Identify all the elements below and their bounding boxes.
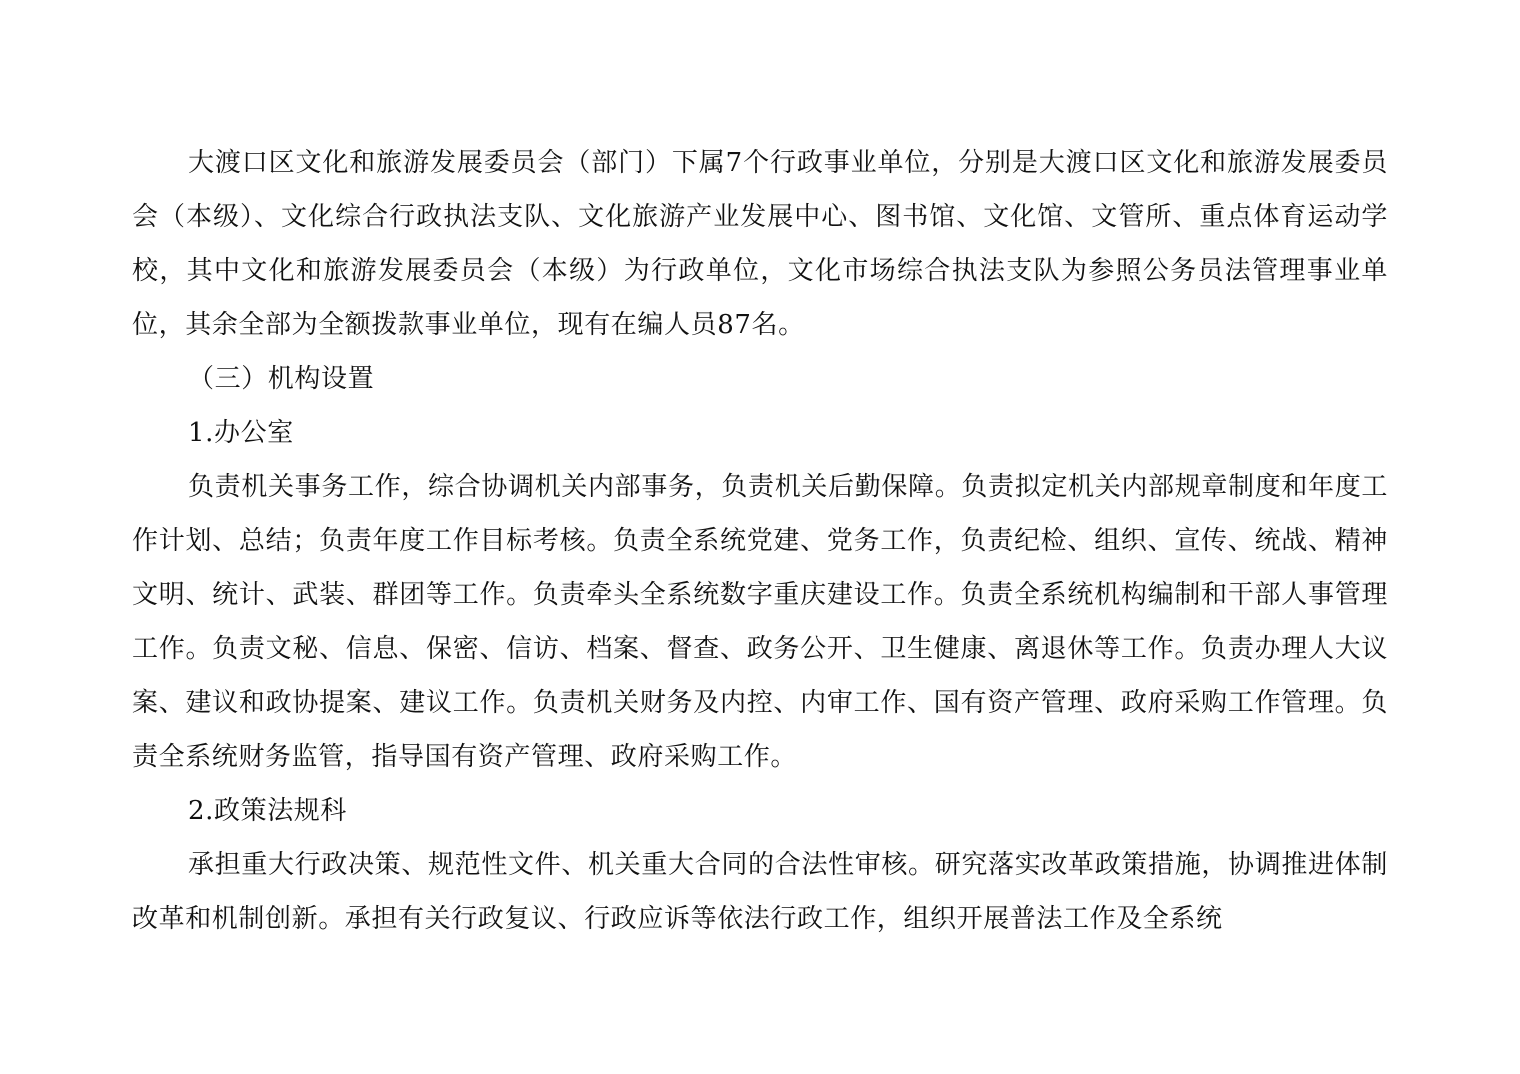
policy-duties-paragraph: 承担重大行政决策、规范性文件、机关重大合同的合法性审核。研究落实改革政策措施，协调推进体制改革和机制创新。承担有关行政复议、行政应诉等依法行政工作，组织开展普法工作及全系统 <box>132 850 1388 934</box>
section-heading: （三）机构设置 <box>188 364 375 394</box>
subsection-heading-policy: 2.政策法规科 <box>188 796 348 826</box>
subsection-heading-office: 1.办公室 <box>188 418 294 448</box>
intro-paragraph: 大渡口区文化和旅游发展委员会（部门）下属7个行政事业单位，分别是大渡口区文化和旅游发展委员会（本级）、文化综合行政执法支队、文化旅游产业发展中心、图书馆、文化馆、文管所、重点体育运动学校，其中文化和旅游发展委员会（本级）为行政单位，文化市场综合执法支队为参照公务员法管理事业单位，其余全部为全额拨款事业单位，现有在编人员87名。 <box>132 148 1388 340</box>
office-duties-paragraph: 负责机关事务工作，综合协调机关内部事务，负责机关后勤保障。负责拟定机关内部规章制度和年度工作计划、总结；负责年度工作目标考核。负责全系统党建、党务工作，负责纪检、组织、宣传、统战、精神文明、统计、武装、群团等工作。负责牵头全系统数字重庆建设工作。负责全系统机构编制和干部人事管理工作。负责文秘、信息、保密、信访、档案、督查、政务公开、卫生健康、离退休等工作。负责办理人大议案、建议和政协提案、建议工作。负责机关财务及内控、内审工作、国有资产管理、政府采购工作管理。负责全系统财务监管，指导国有资产管理、政府采购工作。 <box>132 472 1388 772</box>
